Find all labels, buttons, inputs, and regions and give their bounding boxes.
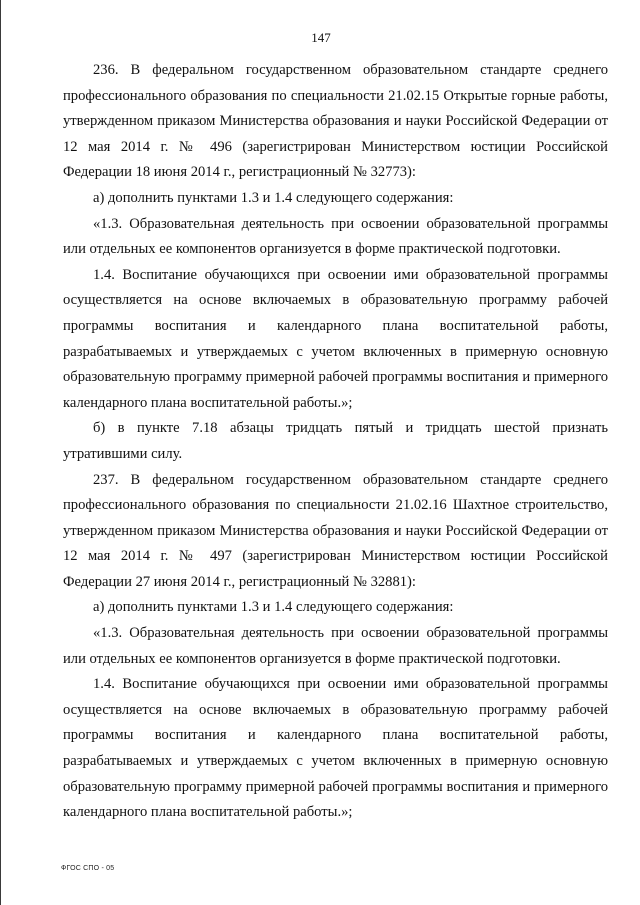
page-number: 147: [311, 30, 331, 45]
paragraph-236-a-1-4: 1.4. Воспитание обучающихся при освоении ими образовательной программы осуществляется на основе включаемых в образовательную программу рабочей программы воспитания и календарного плана воспитательной работы, разрабатываемых и утверждаемых с учетом включенных в примерную основную образовательную программу примерной рабочей программы воспитания и примерного календарного плана воспитательной работы.»;: [63, 266, 608, 411]
document-body: [63, 58, 608, 826]
paragraph-237-a: а) дополнить пунктами 1.3 и 1.4 следующего содержания:: [93, 599, 454, 616]
paragraph-236-b: б) в пункте 7.18 абзацы тридцать пятый и тридцать шестой признать утратившими силу.: [63, 420, 608, 462]
paragraph-237: 237. В федеральном государственном образовательном стандарте среднего профессионального образования по специальности 21.02.16 Шахтное строительство, утвержденном приказом Министерства образования и науки Российской Федерации от 12 мая 2014 г. № 497 (зарегистрирован Министерством юстиции Российской Федерации 27 июня 2014 г., регистрационный № 32881):: [63, 471, 608, 590]
paragraph-237-a-1-4: 1.4. Воспитание обучающихся при освоении ими образовательной программы осуществляется на основе включаемых в образовательную программу рабочей программы воспитания и календарного плана воспитательной работы, разрабатываемых и утверждаемых с учетом включенных в примерную основную образовательную программу примерной рабочей программы воспитания и примерного календарного плана воспитательной работы.»;: [63, 676, 608, 821]
paragraph-236: 236. В федеральном государственном образовательном стандарте среднего профессионального образования по специальности 21.02.15 Открытые горные работы, утвержденном приказом Министерства образования и науки Российской Федерации от 12 мая 2014 г. № 496 (зарегистрирован Министерством юстиции Российской Федерации 18 июня 2014 г., регистрационный № 32773):: [63, 62, 608, 181]
footer-code: ФГОС СПО - 05: [61, 865, 115, 872]
paragraph-236-a-1-3: «1.3. Образовательная деятельность при освоении образовательной программы или отдельных ее компонентов организуется в форме практической подготовки.: [63, 215, 608, 258]
paragraph-236-a: а) дополнить пунктами 1.3 и 1.4 следующего содержания:: [93, 189, 454, 206]
paragraph-237-a-1-3: «1.3. Образовательная деятельность при освоении образовательной программы или отдельных ее компонентов организуется в форме практической подготовки.: [63, 625, 608, 667]
